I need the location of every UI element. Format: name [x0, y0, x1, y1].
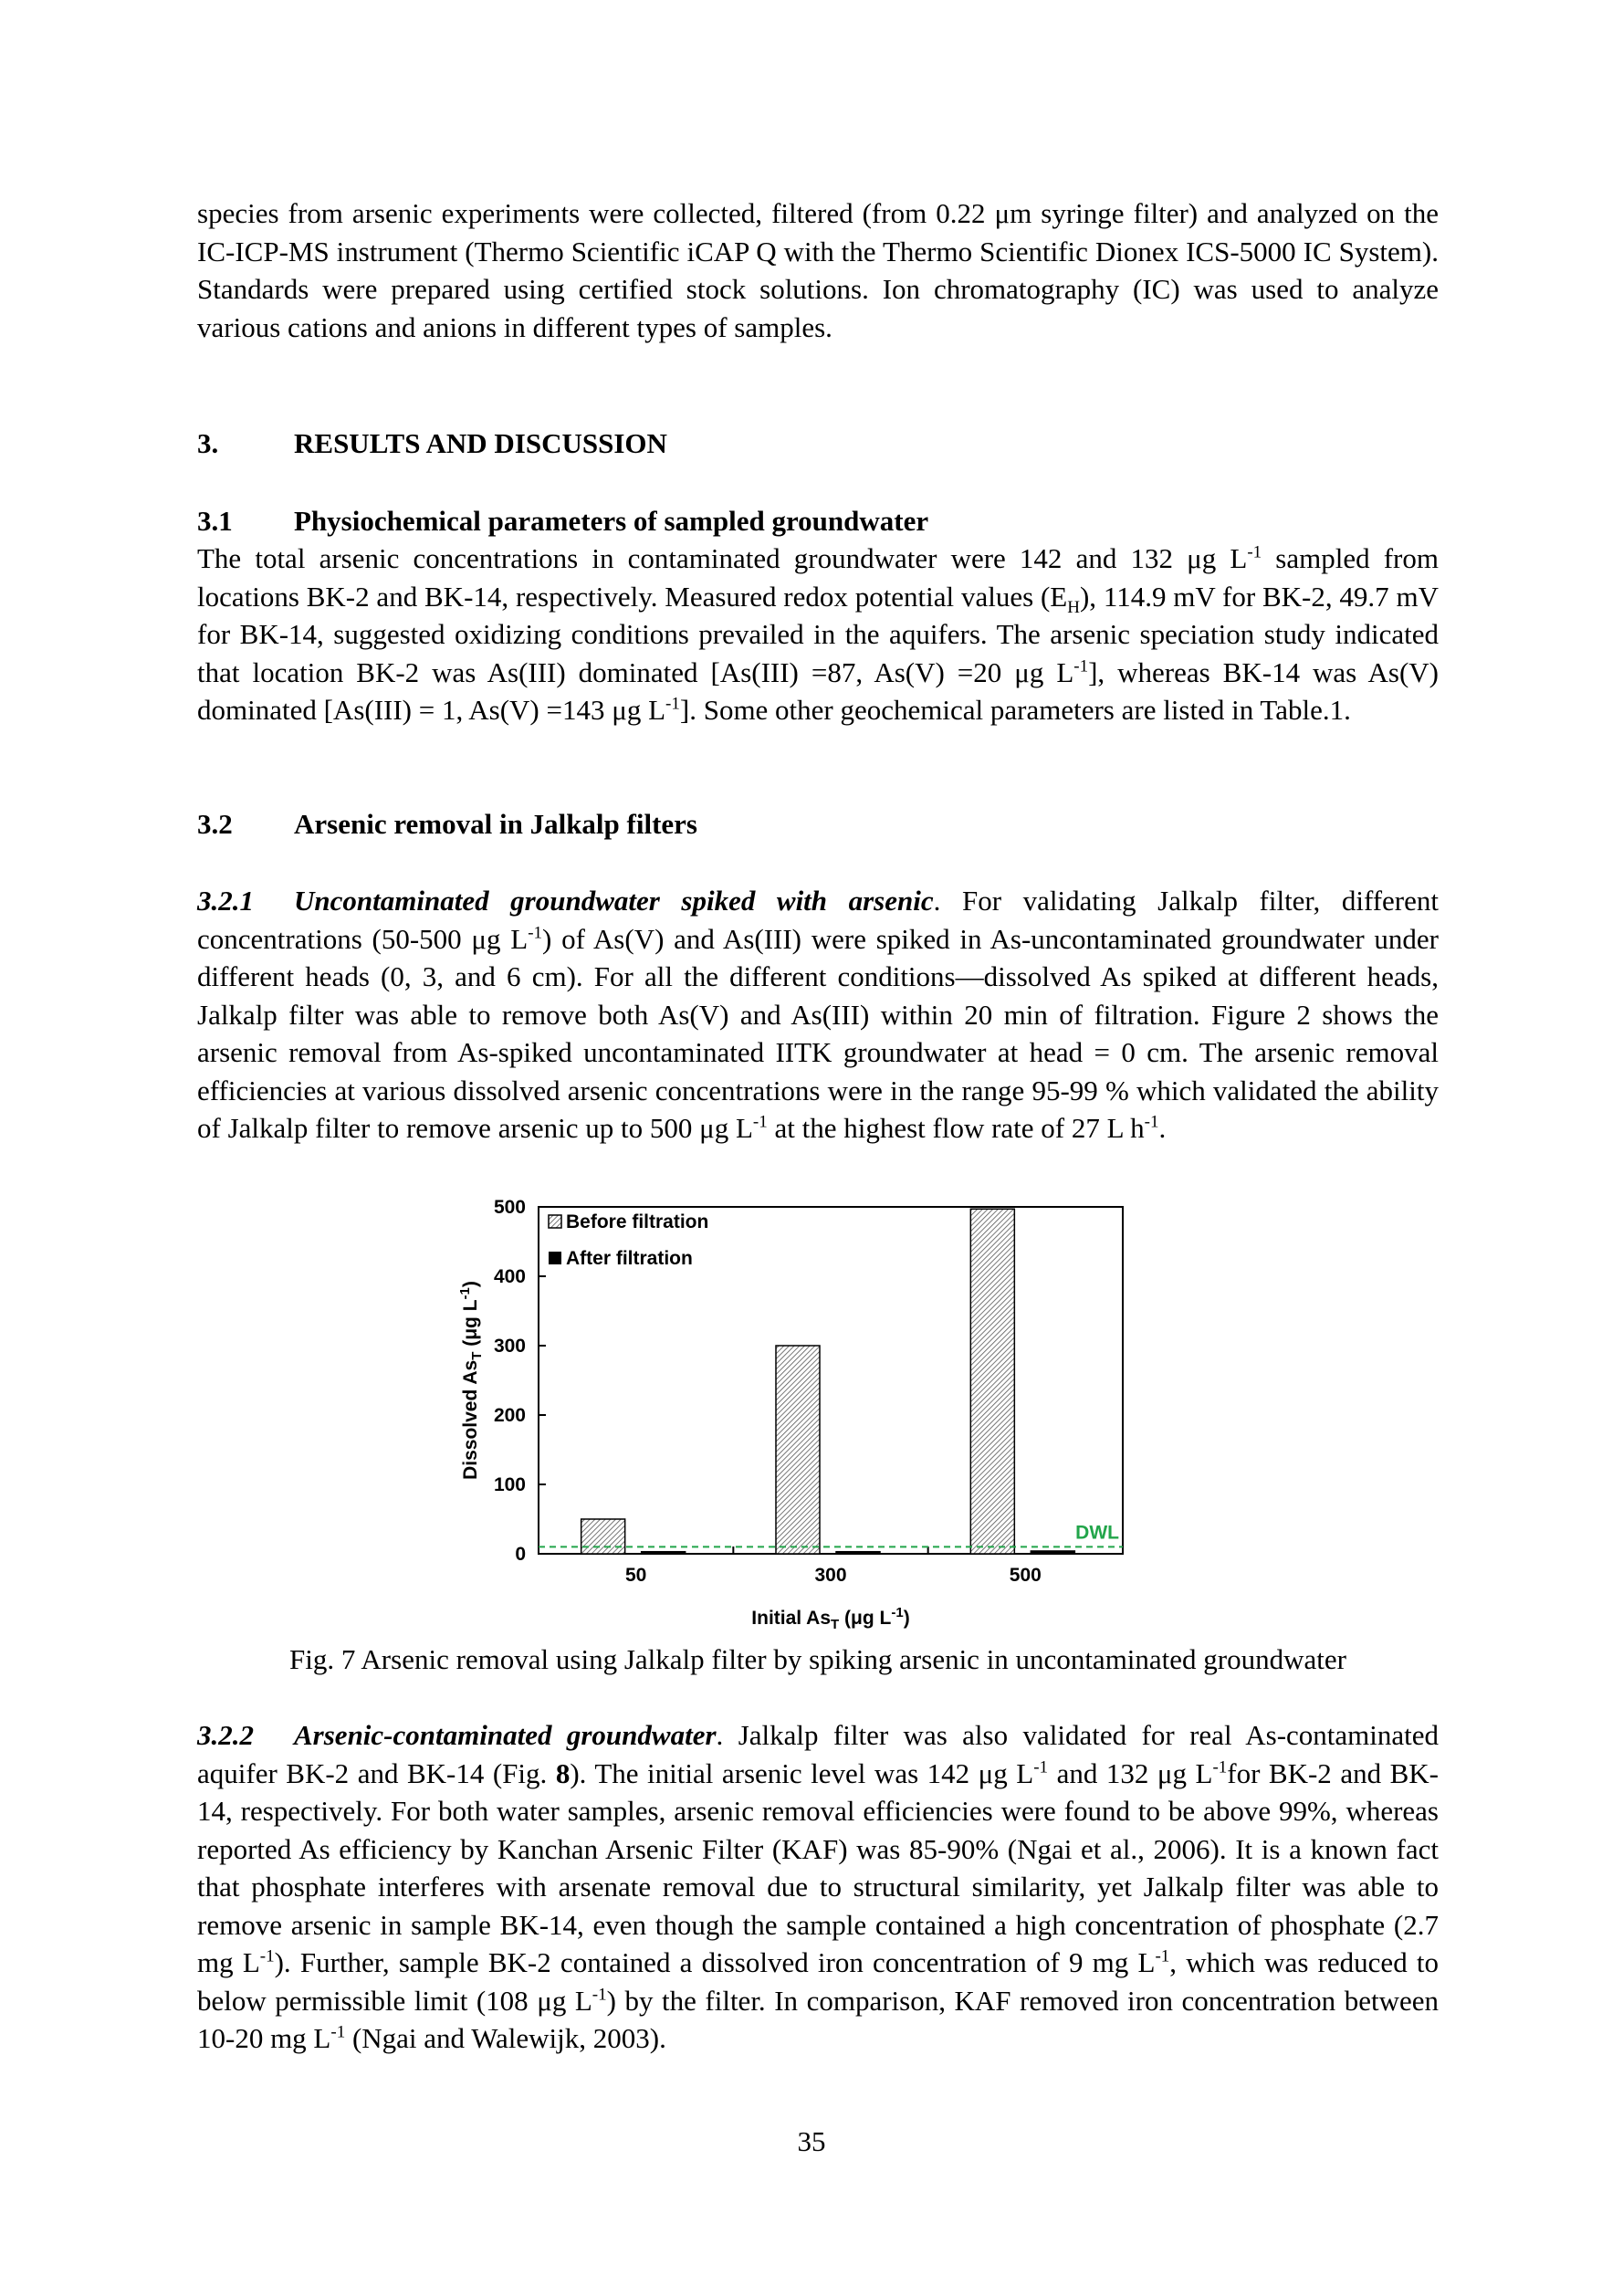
- section-3-1-number: 3.1: [197, 505, 233, 537]
- s322-text-6: , which was reduced to below permissible limit (108 μg L: [197, 1946, 1440, 2017]
- section-3-2-2-paragraph: [197, 1716, 1439, 2058]
- s322-sup-3: -1: [259, 1946, 275, 1966]
- section-3-2-number: 3.2: [197, 808, 233, 840]
- s322-text-4: for BK-2 and BK-14, respectively. For both water samples, arsenic removal efficiencies were found to be above 99%, whereas reported As efficiency by Kanchan Arsenic Filter (KAF) was 85-90% (Ngai et al., 2006). It is a known fact that phosphate interferes with arsenate removal due to structural similarity, yet Jalkalp filter was able to remove arsenic in sample BK-14, even though the sample contained a high concentration of phosphate (2.7 mg L: [197, 1756, 1439, 1978]
- section-3-2-1-number: 3.2.1: [197, 885, 254, 917]
- y-axis-label-sup: -1: [457, 1287, 473, 1300]
- s322-text-3: and 132 μg L: [1048, 1756, 1213, 1789]
- intro-text: species from arsenic experiments were collected, filtered (from 0.22 μm syringe filter) and analyzed on the IC-ICP-MS instrument (Thermo Scientific iCAP Q with the Thermo Scientific Dionex ICS-5000 IC System). Standards were prepared using certified stock solutions. Ion chromatography (IC) was used to analyze various cations and anions in different types of samples.: [197, 197, 1439, 343]
- section-3-2-2-title: Arsenic-contaminated groundwater: [294, 1719, 717, 1751]
- x-axis-label-main: Initial As: [751, 1608, 832, 1629]
- x-axis-label: [751, 1605, 909, 1632]
- s322-text-7: ) by the filter. In comparison, KAF removed iron concentration between 10-20 mg L: [197, 1984, 1439, 2054]
- s31-sub-1: H: [1067, 597, 1080, 617]
- legend-before-label: Before filtration: [566, 1211, 709, 1232]
- y-tick-label: 500: [493, 1197, 526, 1218]
- s321-text-4: .: [1158, 1112, 1167, 1144]
- s31-text-5: ]. Some other geochemical parameters are listed in Table.1.: [679, 694, 1351, 726]
- s31-sup-2: -1: [1073, 656, 1089, 676]
- section-3-2-1-paragraph: [197, 882, 1439, 1148]
- bar-before-filtration: [970, 1209, 1014, 1554]
- s321-text-3: at the highest flow rate of 27 L h: [767, 1112, 1145, 1144]
- intro-paragraph: [197, 194, 1439, 346]
- s322-text-8: (Ngai and Walewijk, 2003).: [345, 2022, 666, 2054]
- s322-sup-4: -1: [1155, 1946, 1170, 1966]
- page-number: 35: [797, 2125, 826, 2157]
- s321-sup-3: -1: [1144, 1112, 1159, 1132]
- s322-sup-1: -1: [1033, 1757, 1049, 1777]
- legend-after-label: After filtration: [566, 1248, 693, 1269]
- y-axis-label: [457, 1281, 485, 1480]
- s322-text-2: ). The initial arsenic level was 142 μg L: [570, 1756, 1034, 1789]
- x-axis-label-sub: T: [831, 1617, 840, 1632]
- y-axis-label-end: ): [460, 1281, 481, 1288]
- bar-before-filtration: [776, 1346, 820, 1554]
- section-3-1-title: Physiochemical parameters of sampled groundwater: [294, 505, 929, 537]
- s31-text-2: sampled from locations BK-2 and BK-14, respectively. Measured redox potential values (E: [197, 542, 1439, 613]
- y-tick-label: 300: [493, 1336, 526, 1357]
- bar-after-filtration: [1031, 1551, 1074, 1554]
- section-3-number: 3.: [197, 427, 219, 459]
- s322-text-5: ). Further, sample BK-2 contained a dissolved iron concentration of 9 mg L: [274, 1946, 1156, 1978]
- section-3-heading: [197, 425, 667, 463]
- section-3-1-paragraph: [197, 540, 1439, 729]
- section-3-2-1-title: Uncontaminated groundwater spiked with arsenic: [294, 885, 934, 917]
- section-3-1-heading: [197, 502, 928, 540]
- section-3-2-title: Arsenic removal in Jalkalp filters: [294, 808, 697, 840]
- section-3-2-2-number: 3.2.2: [197, 1719, 254, 1751]
- section-3-2-heading: [197, 805, 697, 844]
- x-axis-label-end: ): [903, 1608, 910, 1629]
- s321-text-1: . For validating Jalkalp filter, different concentrations (50-500 μg L: [197, 885, 1439, 955]
- figure-caption: Fig. 7 Arsenic removal using Jalkalp filter by spiking arsenic in uncontaminated groundwater: [289, 1643, 1346, 1675]
- s31-text-4: ], whereas BK-14 was As(V) dominated [As(III) = 1, As(V) =143 μg L: [197, 655, 1439, 726]
- s31-text-1: The total arsenic concentrations in contaminated groundwater were 142 and 132 μg L: [197, 542, 1248, 574]
- x-axis-label-unit: (μg L: [839, 1608, 892, 1629]
- s322-sup-6: -1: [330, 2022, 346, 2042]
- s321-sup-1: -1: [528, 923, 543, 943]
- s321-text-2: ) of As(V) and As(III) were spiked in As-uncontaminated groundwater under different heads (0, 3, and 6 cm). For all the different conditions—dissolved As spiked at different heads, Jalkalp filter was able to remove both As(V) and As(III) within 20 min of filtration. Figure 2 shows the arsenic removal from As-spiked uncontaminated IITK groundwater at head = 0 cm. The arsenic removal efficiencies at various dissolved arsenic concentrations were in the range 95-99 % which validated the ability of Jalkalp filter to remove arsenic up to 500 μg L: [197, 922, 1439, 1144]
- y-axis-label-unit: (μg L: [460, 1299, 481, 1352]
- s322-sup-5: -1: [592, 1985, 607, 2005]
- y-axis-label-sub: T: [469, 1351, 485, 1360]
- s31-sup-3: -1: [665, 694, 680, 714]
- section-3-title: RESULTS AND DISCUSSION: [294, 427, 667, 459]
- arsenic-removal-bar-chart: [447, 1191, 1150, 1639]
- y-axis-label-main: Dissolved As: [460, 1359, 481, 1480]
- chart-legend: [549, 1211, 708, 1269]
- x-tick-label: 500: [1009, 1565, 1042, 1586]
- legend-after-swatch: [549, 1252, 561, 1264]
- y-tick-label: 400: [493, 1266, 526, 1287]
- legend-before-swatch: [549, 1215, 561, 1228]
- bar-after-filtration: [642, 1552, 686, 1554]
- y-tick-label: 100: [493, 1474, 526, 1495]
- s31-sup-1: -1: [1247, 542, 1262, 562]
- s322-fig-ref: 8: [555, 1756, 571, 1789]
- y-tick-label: 200: [493, 1405, 526, 1426]
- x-tick-label: 50: [624, 1565, 647, 1586]
- bar-after-filtration: [836, 1552, 880, 1554]
- x-tick-label: 300: [814, 1565, 847, 1586]
- y-tick-label: 0: [515, 1544, 526, 1565]
- x-axis-label-sup: -1: [891, 1605, 904, 1620]
- s322-text-1: . Jalkalp filter was also validated for real As-contaminated aquifer BK-2 and BK-14 (Fig.: [197, 1719, 1440, 1789]
- s31-text-3: ), 114.9 mV for BK-2, 49.7 mV for BK-14, suggested oxidizing conditions prevailed in the aquifers. The arsenic speciation study indicated that location BK-2 was As(III) dominated [As(III) =87, As(V) =20 μg L: [197, 580, 1439, 688]
- s321-sup-2: -1: [752, 1112, 768, 1132]
- s322-sup-2: -1: [1212, 1757, 1228, 1777]
- dwl-label: DWL: [1075, 1522, 1119, 1544]
- bar-before-filtration: [581, 1519, 625, 1554]
